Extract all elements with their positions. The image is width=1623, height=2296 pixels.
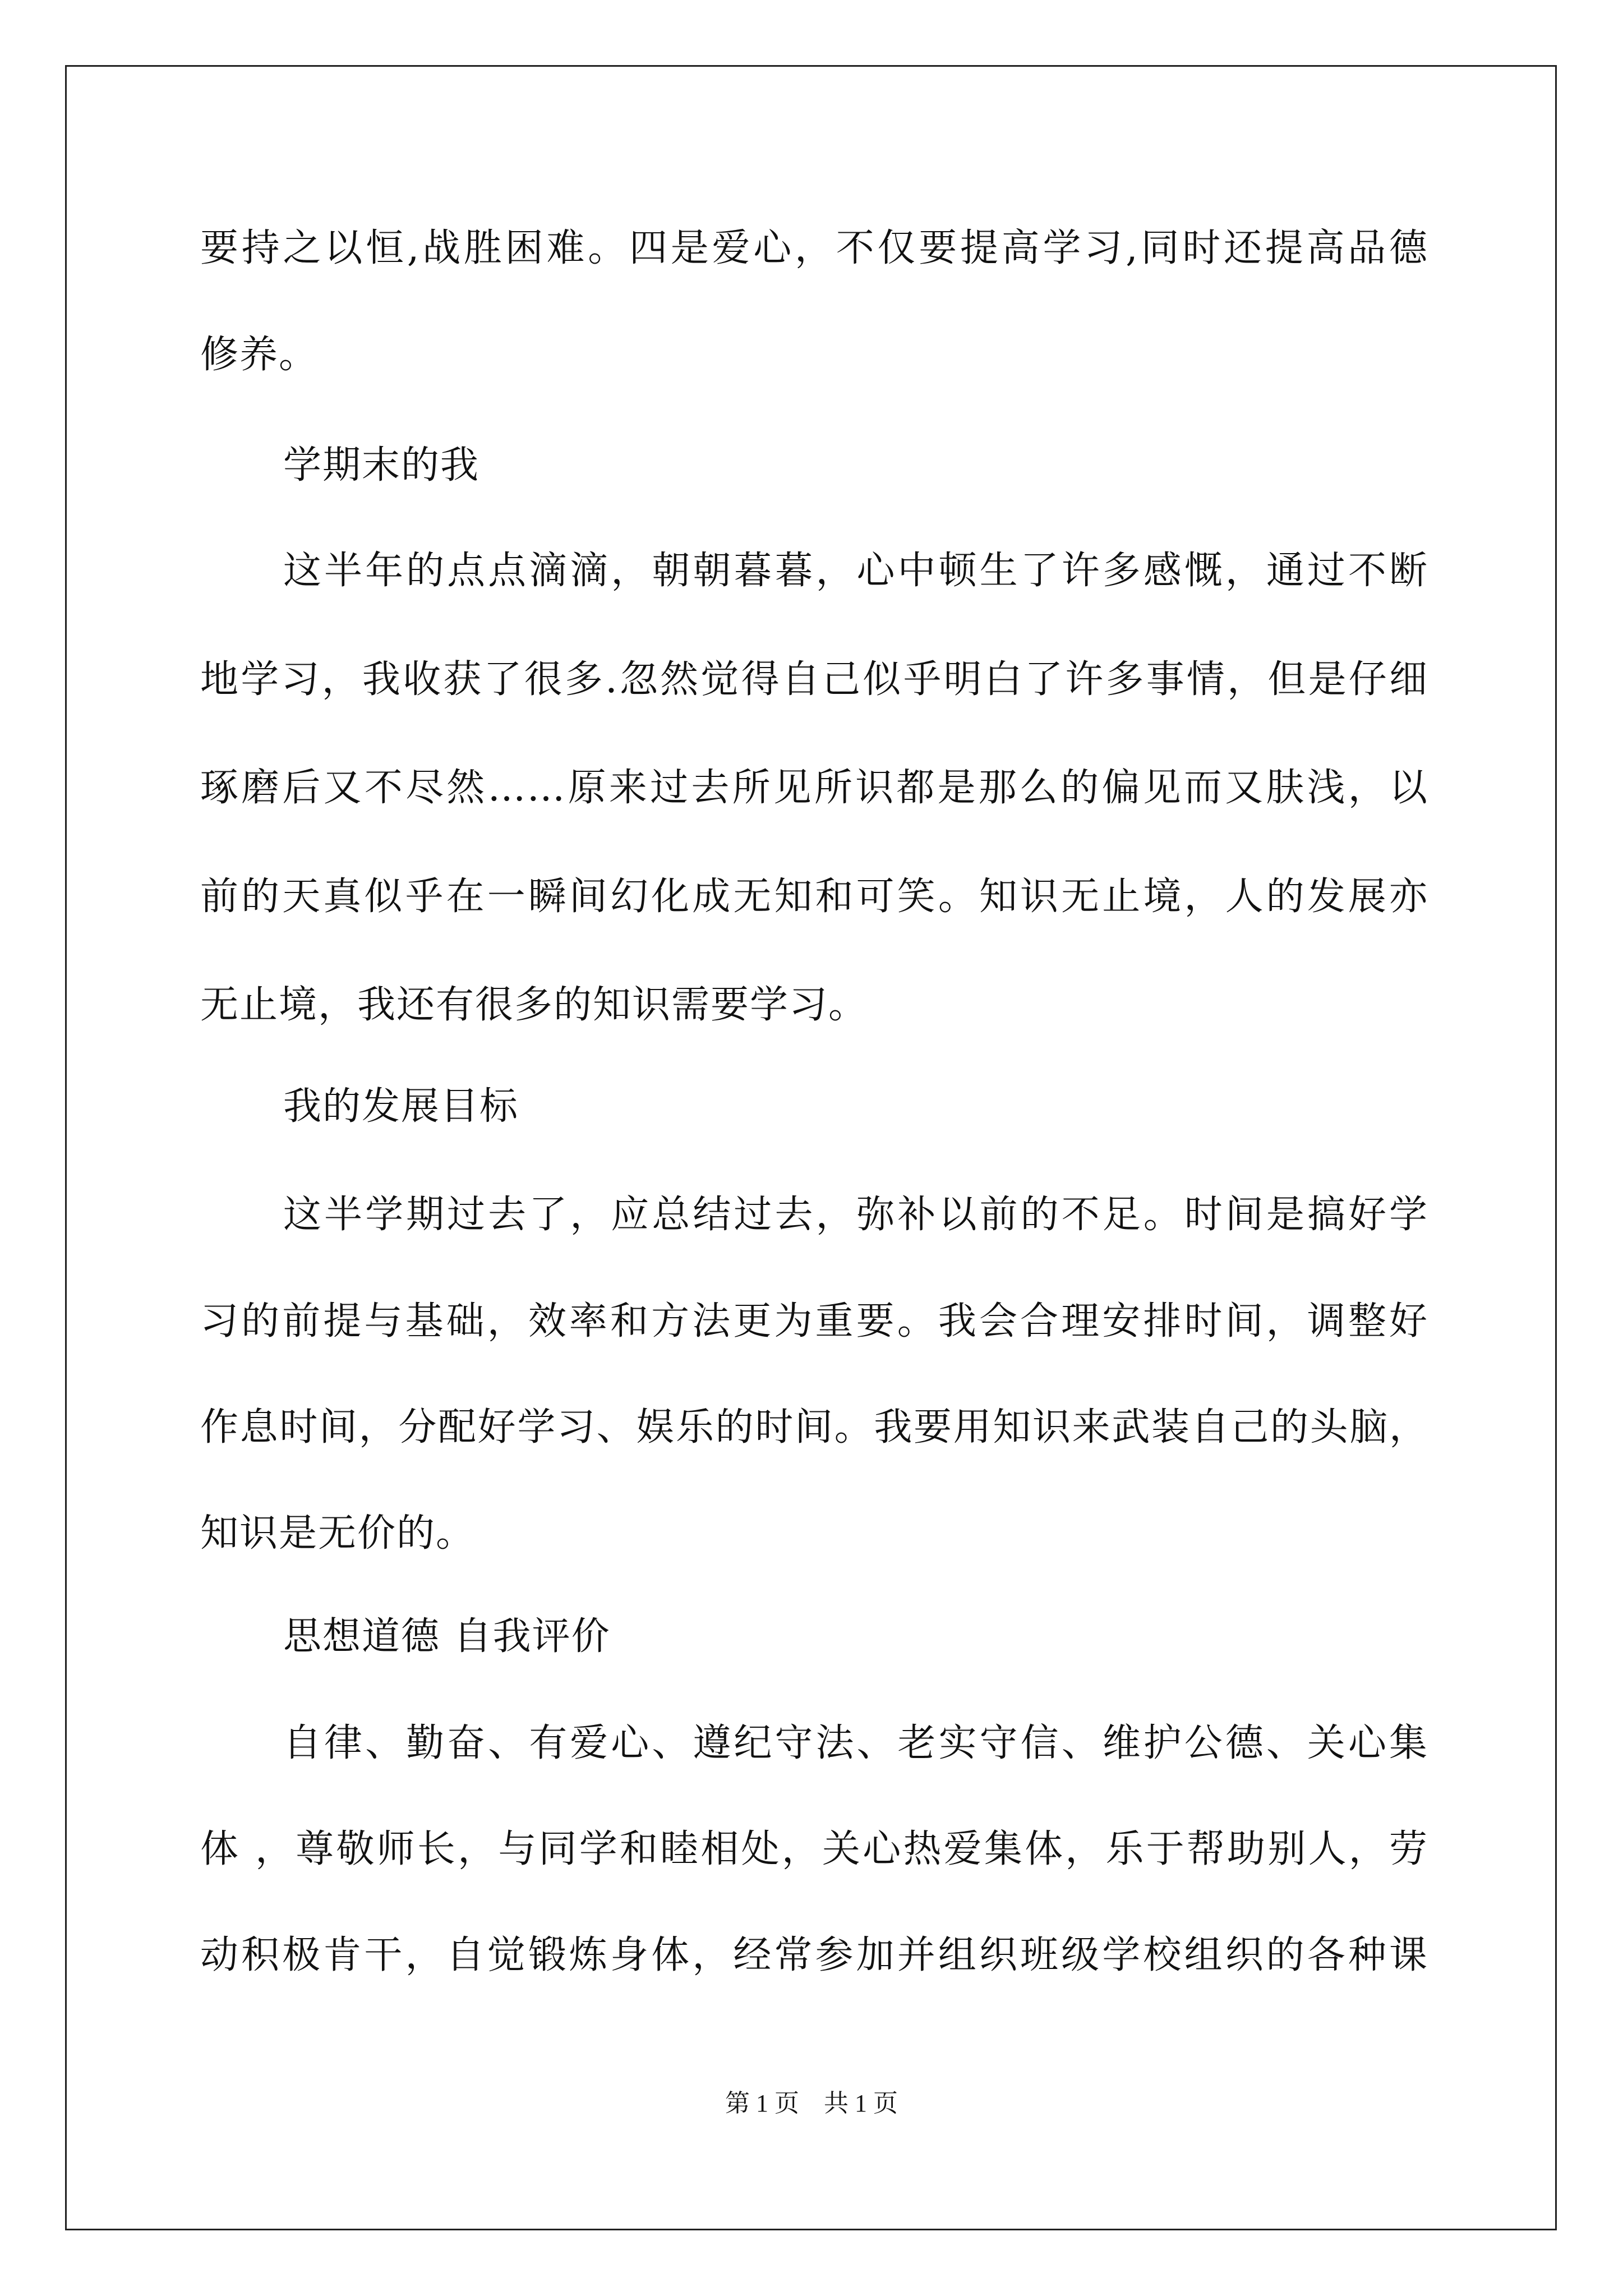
paragraph-line: 知识是无价的。 — [200, 1511, 476, 1556]
paragraph-line: 自律、勤奋、有爱心、遵纪守法、老实守信、维护公德、关心集 — [283, 1721, 1428, 1765]
paragraph-line: 修养。 — [200, 333, 319, 377]
paragraph-line: 这半年的点点滴滴，朝朝暮暮，心中顿生了许多感慨，通过不断 — [283, 549, 1428, 593]
section-heading: 思想道德 自我评价 — [283, 1614, 611, 1659]
paragraph-line: 这半学期过去了，应总结过去，弥补以前的不足。时间是搞好学 — [283, 1193, 1428, 1237]
section-heading: 学期末的我 — [283, 443, 480, 487]
paragraph-line: 要持之以恒,战胜困难。四是爱心，不仅要提高学习,同时还提高品德 — [200, 226, 1428, 270]
paragraph-line: 习的前提与基础，效率和方法更为重要。我会合理安排时间，调整好 — [200, 1299, 1428, 1343]
page-footer: 第 1 页 共 1 页 — [725, 2090, 898, 2117]
paragraph-line: 体 ，尊敬师长，与同学和睦相处，关心热爱集体，乐于帮助别人，劳 — [200, 1827, 1428, 1871]
paragraph-line: 地学习，我收获了很多.忽然觉得自己似乎明白了许多事情，但是仔细 — [200, 657, 1428, 702]
paragraph-line: 无止境，我还有很多的知识需要学习。 — [200, 983, 868, 1027]
paragraph-line: 琢磨后又不尽然……原来过去所见所识都是那么的偏见而又肤浅，以 — [200, 766, 1428, 810]
paragraph-line: 前的天真似乎在一瞬间幻化成无知和可笑。知识无止境，人的发展亦 — [200, 875, 1428, 919]
page-border — [65, 65, 1557, 2230]
section-heading: 我的发展目标 — [283, 1084, 519, 1129]
paragraph-line: 动积极肯干，自觉锻炼身体，经常参加并组织班级学校组织的各种课 — [200, 1933, 1428, 1977]
paragraph-line: 作息时间，分配好学习、娱乐的时间。我要用知识来武装自己的头脑， — [200, 1405, 1428, 1450]
